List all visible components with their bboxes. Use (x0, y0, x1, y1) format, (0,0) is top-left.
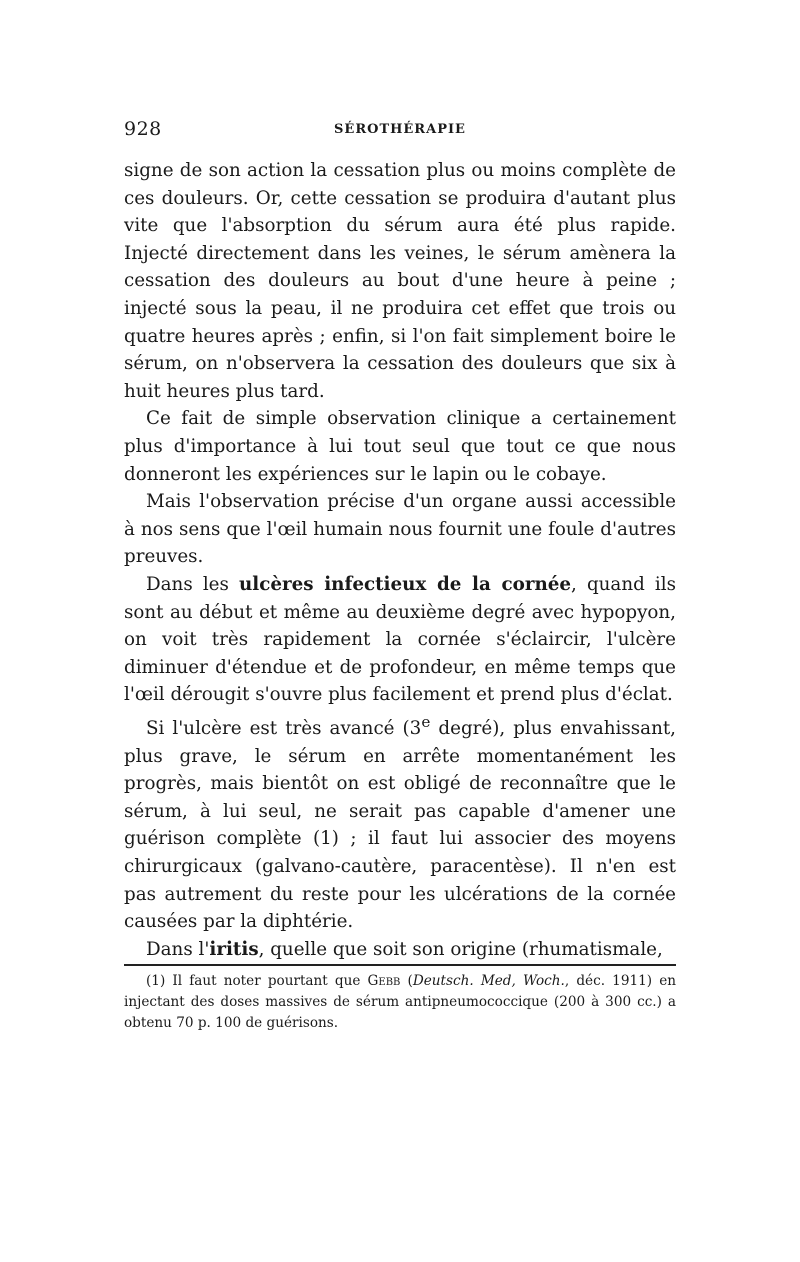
paragraph-6 (124, 936, 676, 964)
page-header (124, 118, 676, 148)
keyword-iritis: iritis (209, 938, 259, 960)
paragraph-4-rest: , quand ils sont au début et même au deuxième degré avec hypopyon, on voit très rapidement la cornée s'éclaircir, l'ulcère diminuer d'étendue et de profondeur, en même temps que l'œil dérougit s'ouvre plus facilement et prend plus d'éclat. (124, 573, 676, 706)
keyword-ulceres-infectieux: ulcères infectieux de la cornée (239, 573, 572, 595)
paragraph-3: Mais l'observation précise d'un organe aussi accessible à nos sens que l'œil humain nous fournit une foule d'autres preuves. (124, 491, 676, 568)
paragraph-4 (124, 571, 676, 709)
running-title: SÉROTHÉRAPIE (334, 122, 466, 137)
footnotes (124, 971, 676, 1034)
footnote-rule (124, 964, 676, 966)
paragraph-2: Ce fait de simple observation clinique a certainement plus d'importance à lui tout seul que tout ce que nous donneront les expériences sur le lapin ou le cobaye. (124, 408, 676, 485)
paragraph-6-rest: , quelle que soit son origine (rhumatismale, (258, 938, 663, 960)
paragraph-1: signe de son action la cessation plus ou moins complète de ces douleurs. Or, cette cessation se produira d'autant plus vite que l'absorption du sérum aura été plus rapide. Injecté directement dans les veines, le sérum amènera la cessation des douleurs au bout d'une heure à peine ; injecté sous la peau, il ne produira cet effet que trois ou quatre heures après ; enfin, si l'on fait simplement boire le sérum, on n'observera la cessation des douleurs que six à huit heures plus tard. (124, 160, 676, 402)
superscript: e (421, 712, 431, 731)
footnote-paren: ( (400, 973, 413, 989)
footnote-1-start: (1) Il faut noter pourtant que (146, 973, 368, 989)
footnote-journal: Deutsch. Med, Woch. (412, 973, 565, 989)
page-number: 928 (124, 118, 162, 140)
body-text (124, 157, 676, 963)
paragraph-5 (124, 709, 676, 936)
paragraph-4-start: Dans les (146, 573, 239, 595)
footnote-1-rest: , déc. 1911) en injectant des doses massives de sérum antipneumococcique (200 à 300 cc.) a obtenu 70 p. 100 de guérisons. (124, 973, 677, 1031)
paragraph-6-start: Dans l' (146, 938, 210, 960)
paragraph-5-start: Si l'ulcère est très avancé (3 (146, 717, 422, 739)
paragraph-5-rest: degré), plus envahissant, plus grave, le sérum en arrête momentanément les progrès, mais bientôt on est obligé de reconnaître que le sérum, à lui seul, ne serait pas capable d'amener une guérison complète (1) ; il faut lui associer des moyens chirurgicaux (galvano-cautère, paracentèse). Il n'en est pas autrement du reste pour les ulcérations de la cornée causées par la diphtérie. (124, 717, 676, 933)
footnote-1 (124, 971, 676, 1034)
footnote-author: Gebb (367, 973, 401, 989)
